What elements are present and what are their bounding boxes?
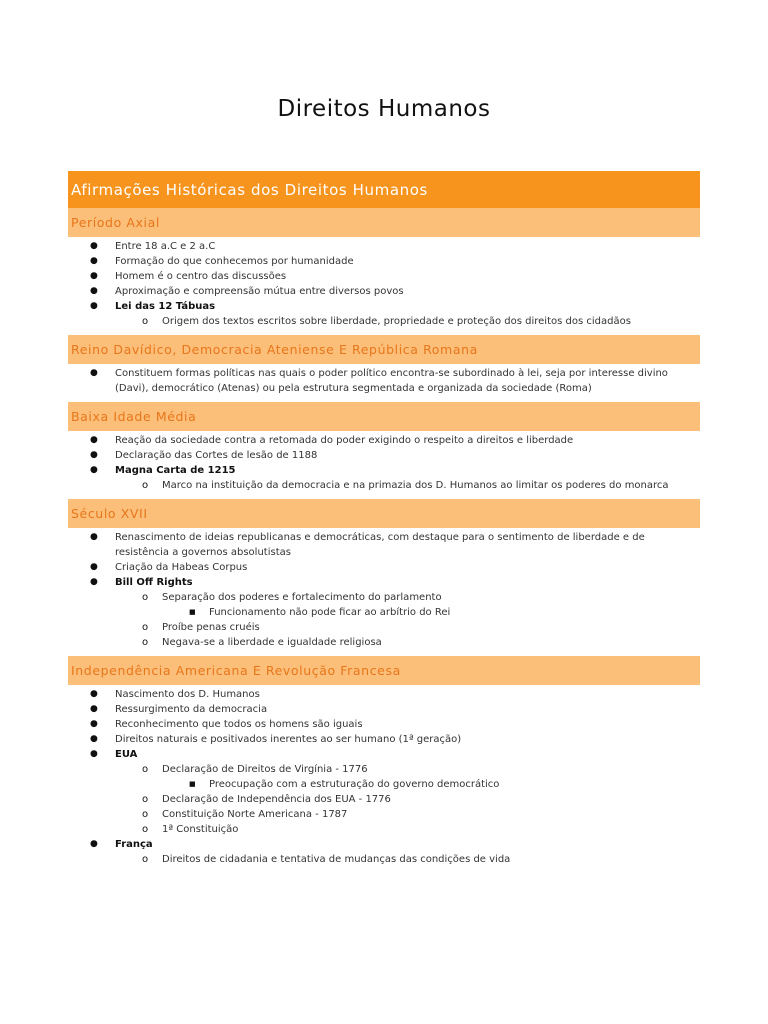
filled-bullet-icon: ● bbox=[90, 719, 98, 729]
filled-bullet-icon: ● bbox=[90, 256, 98, 266]
square-bullet-icon: ■ bbox=[189, 780, 196, 788]
list-item-text: Separação dos poderes e fortalecimento do parlamento bbox=[162, 592, 442, 603]
section-header-text: Independência Americana E Revolução Francesa bbox=[71, 663, 401, 678]
document-body bbox=[68, 171, 700, 873]
section-header bbox=[68, 656, 700, 685]
list-item bbox=[68, 732, 700, 747]
list-item-text: Lei das 12 Tábuas bbox=[115, 301, 216, 312]
section-header bbox=[68, 402, 700, 431]
list-item bbox=[68, 366, 700, 396]
list-item-text: Origem dos textos escritos sobre liberdade, propriedade e proteção dos direitos dos cidadãos bbox=[162, 316, 631, 327]
filled-bullet-icon: ● bbox=[90, 704, 98, 714]
list-item-text: Entre 18 a.C e 2 a.C bbox=[115, 241, 216, 252]
section-header-text: Período Axial bbox=[71, 215, 160, 230]
list-item bbox=[68, 635, 700, 650]
list-item bbox=[68, 575, 700, 590]
section bbox=[68, 335, 700, 402]
list-item-text: Magna Carta de 1215 bbox=[115, 465, 236, 476]
list-item-text: Declaração de Direitos de Virgínia - 1776 bbox=[162, 764, 368, 775]
list-item bbox=[68, 530, 700, 560]
list-item-text: Aproximação e compreensão mútua entre diversos povos bbox=[115, 286, 404, 297]
list-item bbox=[68, 448, 700, 463]
list-item-text: Direitos de cidadania e tentativa de mudanças das condições de vida bbox=[162, 854, 511, 865]
bullet-list bbox=[68, 237, 700, 335]
list-item-text: Preocupação com a estruturação do governo democrático bbox=[209, 779, 500, 790]
main-section-header-text: Afirmações Históricas dos Direitos Humanos bbox=[71, 180, 428, 199]
list-item-text: Proíbe penas cruéis bbox=[162, 622, 260, 633]
hollow-bullet-icon: o bbox=[142, 854, 149, 865]
list-item bbox=[68, 314, 700, 329]
filled-bullet-icon: ● bbox=[90, 562, 98, 572]
bullet-list bbox=[68, 685, 700, 873]
list-item bbox=[68, 254, 700, 269]
list-item-text: França bbox=[115, 839, 153, 850]
list-item-text: Direitos naturais e positivados inerentes ao ser humano (1ª geração) bbox=[115, 734, 462, 745]
list-item bbox=[68, 702, 700, 717]
section-header-text: Baixa Idade Média bbox=[71, 409, 197, 424]
list-item bbox=[68, 605, 700, 620]
filled-bullet-icon: ● bbox=[90, 301, 98, 311]
section-header bbox=[68, 499, 700, 528]
list-item bbox=[68, 807, 700, 822]
section bbox=[68, 656, 700, 873]
bullet-list bbox=[68, 528, 700, 656]
sections-container bbox=[68, 208, 700, 873]
list-item-text: Declaração de Independência dos EUA - 1776 bbox=[162, 794, 391, 805]
list-item-text: Reação da sociedade contra a retomada do poder exigindo o respeito a direitos e liberdade bbox=[115, 435, 574, 446]
list-item-text: Bill Off Rights bbox=[115, 577, 193, 588]
list-item bbox=[68, 284, 700, 299]
list-item bbox=[68, 239, 700, 254]
list-item bbox=[68, 560, 700, 575]
list-item bbox=[68, 777, 700, 792]
section bbox=[68, 499, 700, 656]
list-item bbox=[68, 792, 700, 807]
section bbox=[68, 402, 700, 499]
list-item bbox=[68, 717, 700, 732]
section bbox=[68, 208, 700, 335]
list-item bbox=[68, 747, 700, 762]
list-item bbox=[68, 837, 700, 852]
filled-bullet-icon: ● bbox=[90, 450, 98, 460]
hollow-bullet-icon: o bbox=[142, 480, 149, 491]
section-header-text: Século XVII bbox=[71, 506, 148, 521]
list-item-text: Ressurgimento da democracia bbox=[115, 704, 268, 715]
list-item bbox=[68, 852, 700, 867]
list-item bbox=[68, 822, 700, 837]
filled-bullet-icon: ● bbox=[90, 532, 98, 542]
filled-bullet-icon: ● bbox=[90, 839, 98, 849]
filled-bullet-icon: ● bbox=[90, 465, 98, 475]
page-title: Direitos Humanos bbox=[277, 96, 491, 122]
list-item-text: Constituição Norte Americana - 1787 bbox=[162, 809, 348, 820]
list-item-text: 1ª Constituição bbox=[162, 824, 239, 835]
hollow-bullet-icon: o bbox=[142, 794, 149, 805]
list-item-text: Renascimento de ideias republicanas e democráticas, com destaque para o sentimento de liberdade e de resistência a governos absolutistas bbox=[115, 532, 645, 558]
filled-bullet-icon: ● bbox=[90, 577, 98, 587]
list-item-text: Formação do que conhecemos por humanidade bbox=[115, 256, 354, 267]
hollow-bullet-icon: o bbox=[142, 764, 149, 775]
hollow-bullet-icon: o bbox=[142, 622, 149, 633]
filled-bullet-icon: ● bbox=[90, 435, 98, 445]
list-item-text: Constituem formas políticas nas quais o poder político encontra-se subordinado à lei, seja por interesse divino (Davi), democrático (Atenas) ou pela estrutura segmentada e organizada da sociedade (Roma) bbox=[115, 368, 668, 394]
list-item-text: Nascimento dos D. Humanos bbox=[115, 689, 260, 700]
list-item-text: Funcionamento não pode ficar ao arbítrio do Rei bbox=[209, 607, 451, 618]
filled-bullet-icon: ● bbox=[90, 749, 98, 759]
list-item bbox=[68, 762, 700, 777]
list-item-text: Reconhecimento que todos os homens são iguais bbox=[115, 719, 363, 730]
list-item bbox=[68, 590, 700, 605]
list-item-text: Marco na instituição da democracia e na primazia dos D. Humanos ao limitar os poderes do monarca bbox=[162, 480, 669, 491]
section-header bbox=[68, 208, 700, 237]
list-item-text: Negava-se a liberdade e igualdade religiosa bbox=[162, 637, 382, 648]
list-item-text: EUA bbox=[115, 749, 138, 760]
hollow-bullet-icon: o bbox=[142, 637, 149, 648]
list-item bbox=[68, 620, 700, 635]
list-item-text: Homem é o centro das discussões bbox=[115, 271, 287, 282]
list-item-text: Declaração das Cortes de lesão de 1188 bbox=[115, 450, 318, 461]
list-item bbox=[68, 478, 700, 493]
square-bullet-icon: ■ bbox=[189, 608, 196, 616]
list-item bbox=[68, 299, 700, 314]
list-item bbox=[68, 269, 700, 284]
filled-bullet-icon: ● bbox=[90, 734, 98, 744]
hollow-bullet-icon: o bbox=[142, 592, 149, 603]
filled-bullet-icon: ● bbox=[90, 241, 98, 251]
filled-bullet-icon: ● bbox=[90, 368, 98, 378]
section-header-text: Reino Davídico, Democracia Ateniense E República Romana bbox=[71, 342, 478, 357]
list-item bbox=[68, 463, 700, 478]
hollow-bullet-icon: o bbox=[142, 316, 149, 327]
bullet-list bbox=[68, 364, 700, 402]
list-item bbox=[68, 687, 700, 702]
filled-bullet-icon: ● bbox=[90, 271, 98, 281]
list-item bbox=[68, 433, 700, 448]
filled-bullet-icon: ● bbox=[90, 689, 98, 699]
bullet-list bbox=[68, 431, 700, 499]
list-item-text: Criação da Habeas Corpus bbox=[115, 562, 248, 573]
section-header bbox=[68, 335, 700, 364]
filled-bullet-icon: ● bbox=[90, 286, 98, 296]
hollow-bullet-icon: o bbox=[142, 824, 149, 835]
main-section-header bbox=[68, 171, 700, 208]
hollow-bullet-icon: o bbox=[142, 809, 149, 820]
